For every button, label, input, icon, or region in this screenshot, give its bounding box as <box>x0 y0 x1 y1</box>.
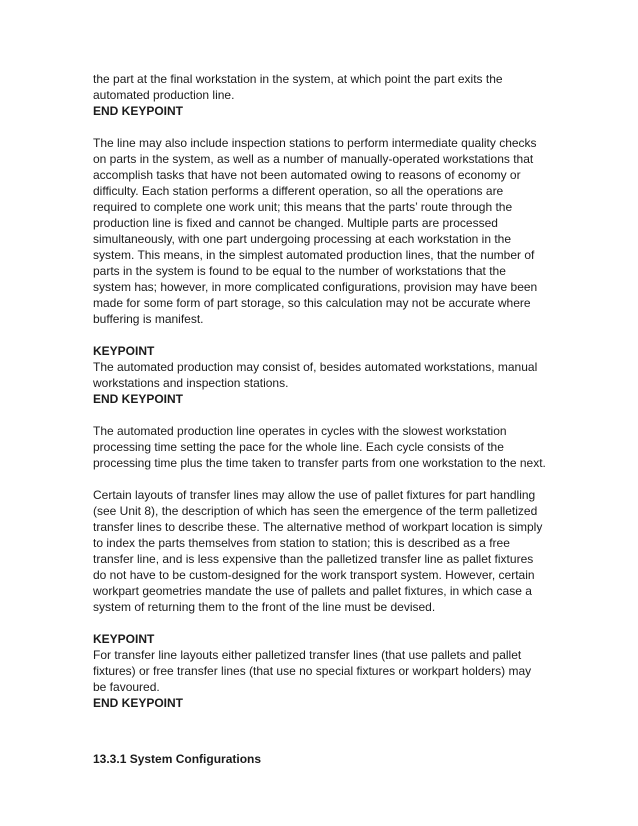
paragraph-keypoint-consist: The automated production may consist of, besides automated workstations, manual workstations and inspection stations. <box>93 360 538 390</box>
keypoint-label: KEYPOINT <box>93 344 155 358</box>
end-keypoint-label: END KEYPOINT <box>93 696 184 710</box>
section-heading: 13.3.1 System Configurations <box>93 752 262 766</box>
paragraph-part-exit: the part at the final workstation in the system, at which point the part exits the automated production line. <box>93 72 503 102</box>
paragraph-line-description: The line may also include inspection stations to perform intermediate quality checks on parts in the system, as well as a number of manually-operated workstations that accomplish tasks that have not been automated owing to reasons of economy or difficulty. Each station performs a different operation, so all the operations are required to complete one work unit; this means that the parts’ route through the production line is fixed and cannot be changed. Multiple parts are processed simultaneously, with one part undergoing processing at each workstation in the system. This means, in the simplest automated production lines, that the number of parts in the system is found to be equal to the number of workstations that the system has; however, in more complicated configurations, provision may have been made for some form of part storage, so this calculation may not be accurate where buffering is manifest. <box>93 136 538 326</box>
paragraph-keypoint-layouts: For transfer line layouts either palletized transfer lines (that use pallets and pallet fixtures) or free transfer lines (that use no special fixtures or workpart holders) may be favoured. <box>93 648 532 694</box>
paragraph-cycles: The automated production line operates in cycles with the slowest workstation processing time setting the pace for the whole line. Each cycle consists of the processing time plus the time taken to transfer parts from one workstation to the next. <box>93 424 546 470</box>
end-keypoint-label: END KEYPOINT <box>93 392 184 406</box>
keypoint-label: KEYPOINT <box>93 632 155 646</box>
end-keypoint-label: END KEYPOINT <box>93 104 184 118</box>
paragraph-pallet-fixtures: Certain layouts of transfer lines may allow the use of pallet fixtures for part handling (see Unit 8), the description of which has seen the emergence of the term palletized transfer lines to describe these. The alternative method of workpart location is simply to index the parts themselves from station to station; this is described as a free transfer line, and is less expensive than the palletized transfer line as pallet fixtures do not have to be custom-designed for the work transport system. However, certain workpart geometries mandate the use of pallets and pallet fixtures, in which case a system of returning them to the front of the line must be devised. <box>93 488 543 614</box>
